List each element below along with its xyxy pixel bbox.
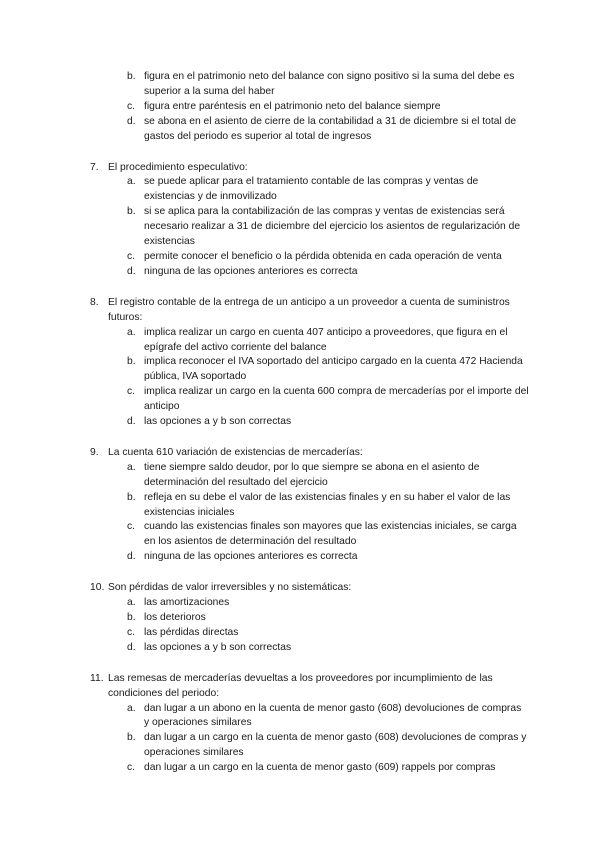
option <box>0 611 529 626</box>
option-text: figura entre paréntesis en el patrimonio neto del balance siempre <box>144 100 441 112</box>
option <box>0 250 529 265</box>
document-page <box>0 70 600 776</box>
question-stem <box>0 672 528 702</box>
option <box>0 415 529 430</box>
option-text: las opciones a y b son correctas <box>144 641 292 653</box>
option-letter: d. <box>127 416 136 428</box>
option <box>0 175 529 205</box>
option-text: cuando las existencias finales son mayores que las existencias iniciales, se carga en los asientos de determinación del resultado <box>144 521 517 548</box>
question-text: El procedimiento especulativo: <box>108 161 248 173</box>
option-letter: b. <box>127 491 136 503</box>
option-letter: d. <box>127 265 136 277</box>
option <box>0 761 529 776</box>
option-letter: c. <box>127 521 136 533</box>
question-text: La cuenta 610 variación de existencias de mercaderías: <box>108 446 363 458</box>
option-letter: b. <box>127 206 136 218</box>
question-stem <box>0 581 528 596</box>
option-letter: a. <box>127 176 136 188</box>
question-stem <box>0 161 528 176</box>
question-text: Son pérdidas de valor irreversibles y no sistemáticas: <box>108 582 352 594</box>
option <box>0 461 529 491</box>
option-letter: b. <box>127 732 136 744</box>
option-text: implica realizar un cargo en la cuenta 600 compra de mercaderías por el importe del anticipo <box>144 386 529 413</box>
option <box>0 205 529 250</box>
option-text: figura en el patrimonio neto del balance con signo positivo si la suma del debe es superior a la suma del haber <box>144 71 515 97</box>
option <box>0 355 529 385</box>
option-letter: c. <box>127 626 136 638</box>
question-10 <box>0 581 600 656</box>
option-text: las amortizaciones <box>144 597 230 609</box>
option-letter: a. <box>127 597 136 609</box>
option <box>0 596 529 611</box>
question-number: 8. <box>90 296 99 308</box>
option-text: se puede aplicar para el tratamiento contable de las compras y ventas de existencias y de inmovilizado <box>144 176 479 203</box>
question-stem <box>0 446 528 461</box>
option <box>0 491 529 521</box>
question-number: 11. <box>90 672 104 684</box>
option-text: implica reconocer el IVA soportado del anticipo cargado en la cuenta 472 Hacienda pública, IVA soportado <box>144 356 523 383</box>
option-letter: b. <box>127 612 136 623</box>
option-letter: c. <box>127 100 136 112</box>
question-number: 10. <box>90 582 105 594</box>
option-text: ninguna de las opciones anteriores es correcta <box>144 265 358 277</box>
option <box>0 70 529 100</box>
question-number: 9. <box>90 446 99 458</box>
option <box>0 326 529 356</box>
question-9 <box>0 446 600 565</box>
option-letter: d. <box>127 641 136 653</box>
question-number: 7. <box>90 161 99 173</box>
question-stem <box>0 296 528 326</box>
option <box>0 702 529 732</box>
question-text: Las remesas de mercaderías devueltas a los proveedores por incumplimiento de las condiciones del periodo: <box>108 672 493 699</box>
option-text: permite conocer el beneficio o la pérdida obtenida en cada operación de venta <box>144 250 502 262</box>
option <box>0 520 529 550</box>
option-letter: b. <box>127 71 136 82</box>
option-letter: c. <box>127 762 136 774</box>
question-text: El registro contable de la entrega de un anticipo a un proveedor a cuenta de suministros futuros: <box>108 296 510 323</box>
option <box>0 115 529 145</box>
option-text: las opciones a y b son correctas <box>144 416 292 428</box>
option-text: las pérdidas directas <box>144 626 239 638</box>
option-text: refleja en su debe el valor de las existencias finales y en su haber el valor de las existencias iniciales <box>144 491 511 518</box>
option-letter: b. <box>127 356 136 368</box>
option-text: se abona en el asiento de cierre de la contabilidad a 31 de diciembre si el total de gastos del periodo es superior al total de ingresos <box>144 115 517 142</box>
option-text: tiene siempre saldo deudor, por lo que siempre se abona en el asiento de determinación del resultado del ejercicio <box>144 461 480 488</box>
option <box>0 265 529 280</box>
option-letter: a. <box>127 702 136 714</box>
option-text: implica realizar un cargo en cuenta 407 anticipo a proveedores, que figura en el epígrafe del activo corriente del balance <box>144 326 508 353</box>
option <box>0 641 529 656</box>
option-text: dan lugar a un abono en la cuenta de menor gasto (608) devoluciones de compras y operaciones similares <box>144 702 522 729</box>
question-11 <box>0 672 600 776</box>
option-letter: a. <box>127 461 136 473</box>
question-8 <box>0 296 600 430</box>
option <box>0 731 529 761</box>
option-text: dan lugar a un cargo en la cuenta de menor gasto (608) devoluciones de compras y operaciones similares <box>144 732 527 759</box>
option-text: dan lugar a un cargo en la cuenta de menor gasto (609) rappels por compras <box>144 762 496 774</box>
continued-options <box>0 70 600 145</box>
option-letter: d. <box>127 551 136 563</box>
option <box>0 385 529 415</box>
option <box>0 626 529 641</box>
option-letter: c. <box>127 250 136 262</box>
question-7 <box>0 161 600 280</box>
option-text: si se aplica para la contabilización de las compras y ventas de existencias será necesario realizar a 31 de diciembre del ejercicio los asientos de regularización de existencias <box>144 206 521 248</box>
option-text: ninguna de las opciones anteriores es correcta <box>144 551 358 563</box>
option-text: los deterioros <box>144 612 206 623</box>
option-letter: a. <box>127 326 136 338</box>
option-letter: d. <box>127 115 136 127</box>
option <box>0 550 529 565</box>
option <box>0 100 529 115</box>
option-letter: c. <box>127 386 136 398</box>
